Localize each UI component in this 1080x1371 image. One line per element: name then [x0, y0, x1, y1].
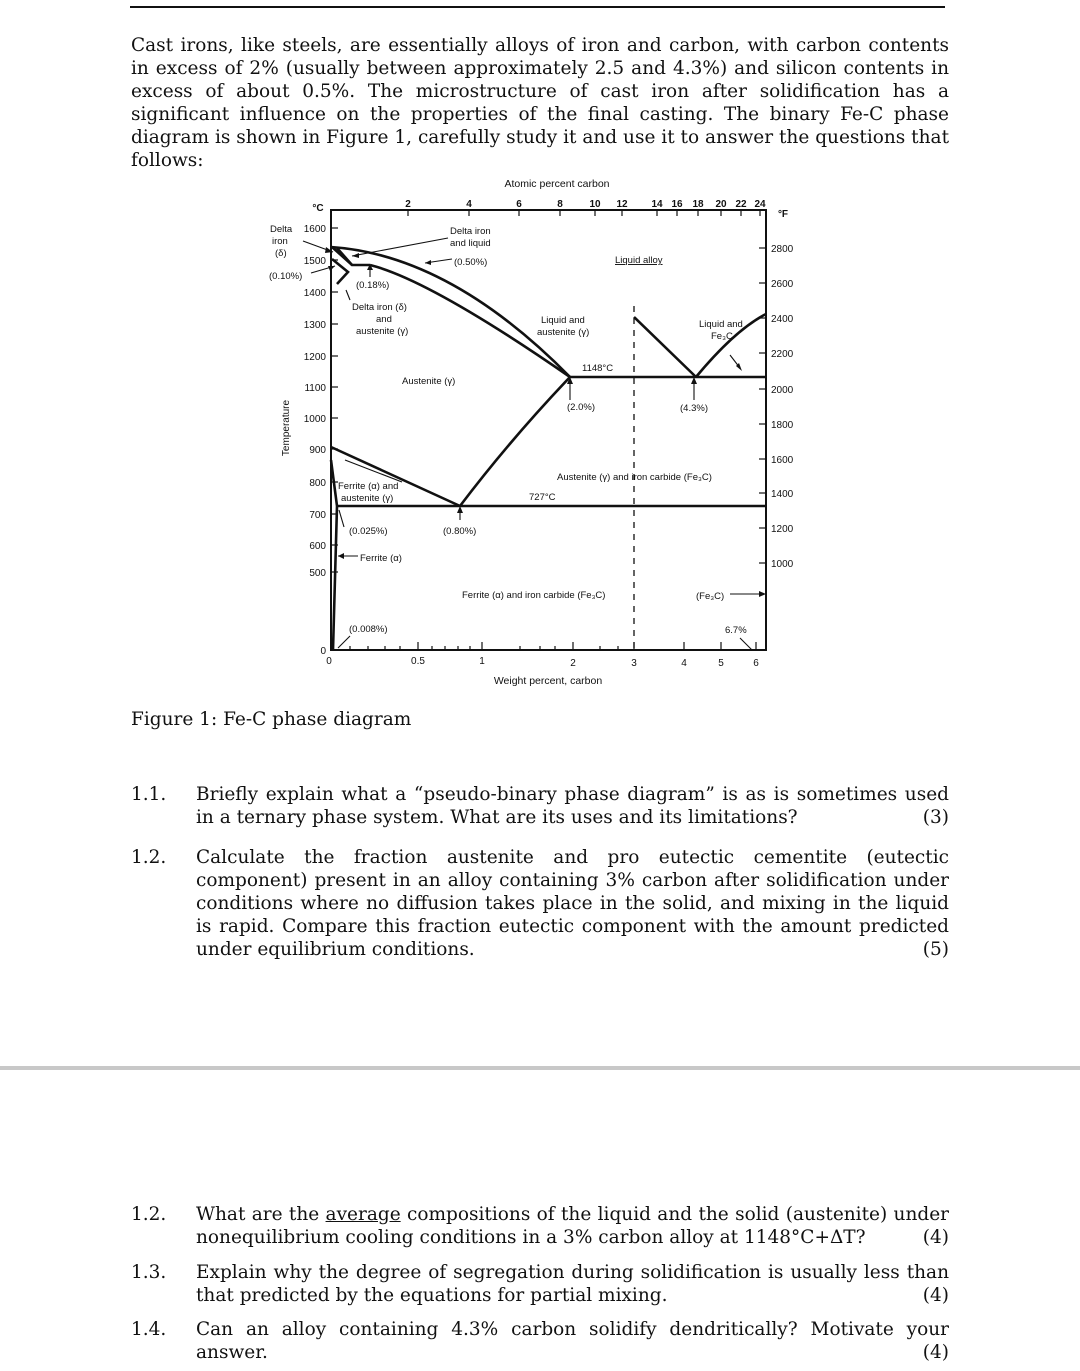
bottom-tick: 6 — [753, 658, 759, 669]
figure-caption: Figure 1: Fe-C phase diagram — [131, 709, 412, 730]
question-1-3 — [131, 1261, 949, 1307]
x-axis-title: Weight percent, carbon — [493, 675, 603, 687]
label: (Fe₃C) — [696, 591, 725, 602]
delta-liquid-boundary — [337, 248, 352, 265]
label: (0.80%) — [443, 526, 477, 537]
top-tick: 18 — [692, 199, 704, 210]
delta-boundary — [332, 259, 348, 284]
top-tick: 10 — [589, 199, 601, 210]
right-tick: 1200 — [771, 524, 794, 535]
label: Austenite (γ) and iron carbide (Fe₃C) — [557, 472, 712, 483]
right-tick: 1400 — [771, 489, 794, 500]
right-tick: 1000 — [771, 559, 794, 570]
label: and — [376, 314, 392, 325]
label: Delta iron (δ) — [352, 302, 407, 313]
right-tick: 1800 — [771, 420, 794, 431]
y-axis-title: Temperature — [281, 399, 292, 457]
label: (0.008%) — [349, 624, 388, 635]
top-tick: 22 — [735, 199, 747, 210]
question-marks: (4) — [922, 1227, 949, 1248]
label: Liquid alloy — [615, 255, 663, 266]
liquidus-fe3c-left — [634, 317, 696, 377]
left-tick: 1000 — [303, 414, 326, 425]
label: (0.18%) — [356, 280, 390, 291]
label: Liquid and — [699, 319, 743, 330]
top-tick: 8 — [557, 199, 563, 210]
question-number: 1.1. — [131, 784, 167, 805]
label: (0.50%) — [454, 257, 488, 268]
arrowheads — [325, 247, 766, 597]
page-separator — [0, 1066, 1080, 1070]
right-tick: 2200 — [771, 349, 794, 360]
question-1-4 — [131, 1318, 949, 1364]
top-tick-labels — [405, 199, 766, 210]
question-text-pre: What are the — [196, 1204, 326, 1225]
question-text: Explain why the degree of segregation during solidification is usually less than that predicted by the equations for partial mixing. — [196, 1262, 949, 1306]
question-marks: (5) — [922, 939, 949, 960]
top-tick: 4 — [466, 199, 472, 210]
bottom-tick: 4 — [681, 658, 687, 669]
left-tick: 1200 — [303, 352, 326, 363]
left-tick: 700 — [309, 510, 326, 521]
question-number: 1.3. — [131, 1262, 167, 1283]
left-tick: 900 — [309, 445, 326, 456]
bottom-tick: 1 — [479, 656, 485, 667]
acm-line — [460, 377, 570, 506]
question-number: 1.2. — [131, 1204, 167, 1225]
top-tick: 24 — [754, 199, 766, 210]
question-text: Calculate the fraction austenite and pro eutectic cementite (eutectic component) present in an alloy containing 3% carbon after solidification under conditions where no diffusion takes place in the solid, and mixing in the liquid is rapid. Compare this fraction eutectic component with the amount predicted under equilibrium conditions. — [196, 847, 949, 960]
right-tick: 2400 — [771, 314, 794, 325]
top-tick: 20 — [715, 199, 727, 210]
right-tick: 1600 — [771, 455, 794, 466]
label: Ferrite (α) and — [338, 481, 399, 492]
left-tick: 500 — [309, 568, 326, 579]
bottom-tick-labels — [326, 656, 759, 669]
label: Ferrite (α) and iron carbide (Fe₃C) — [462, 590, 606, 601]
question-1-2 — [131, 846, 949, 961]
top-tick: 14 — [651, 199, 663, 210]
label: Liquid and — [541, 315, 585, 326]
question-1-1 — [131, 783, 949, 829]
left-tick: 0 — [320, 646, 326, 657]
right-tick: 2000 — [771, 385, 794, 396]
top-tick: 6 — [516, 199, 522, 210]
right-tick: 2800 — [771, 244, 794, 255]
label: 727°C — [529, 492, 556, 503]
top-tick: 2 — [405, 199, 411, 210]
solidus — [370, 265, 570, 377]
intro-paragraph: Cast irons, like steels, are essentially alloys of iron and carbon, with carbon contents in excess of 2% (usually between approximately 2.5 and 4.3%) and silicon contents in excess of about 0.5%. The microstructure of cast iron after solidification has a significant influence on the properties of the final casting. The binary Fe-C phase diagram is shown in Figure 1, carefully study it and use it to answer the questions that follows: — [131, 35, 949, 171]
label: austenite (γ) — [537, 327, 590, 338]
left-tick: 800 — [309, 478, 326, 489]
top-tick: 12 — [616, 199, 628, 210]
question-text: Briefly explain what a “pseudo-binary phase diagram” is as is sometimes used in a ternary phase system. What are its uses and its limitations? — [196, 784, 949, 828]
question-text-post: compositions of the liquid and the solid (austenite) under nonequilibrium cooling conditions in a 3% carbon alloy at 1148°C+ΔT? — [196, 1204, 950, 1248]
question-1-2b — [131, 1203, 949, 1249]
label: Ferrite (α) — [360, 553, 402, 564]
label: iron — [272, 236, 288, 247]
label: austenite (γ) — [341, 493, 394, 504]
left-tick-labels — [304, 224, 327, 657]
bottom-tick: 3 — [631, 658, 637, 669]
right-tick-labels — [771, 244, 794, 570]
label: (0.10%) — [269, 271, 303, 282]
left-tick: 1300 — [303, 320, 326, 331]
top-tick: 16 — [671, 199, 683, 210]
diagram-frame — [331, 210, 766, 650]
label: austenite (γ) — [356, 326, 409, 337]
label: (2.0%) — [567, 402, 595, 413]
left-tick: 1500 — [303, 256, 326, 267]
label: (δ) — [275, 248, 287, 259]
label: 1148°C — [582, 363, 614, 374]
label: Delta iron — [450, 226, 491, 237]
leader-lines — [303, 238, 763, 650]
label: (0.025%) — [349, 526, 388, 537]
right-tick: 2600 — [771, 279, 794, 290]
bottom-tick: 2 — [570, 658, 576, 669]
label: Austenite (γ) — [402, 376, 456, 387]
question-marks: (4) — [922, 1342, 949, 1363]
question-marks: (4) — [922, 1285, 949, 1306]
region-labels — [269, 224, 747, 636]
bottom-tick: 0.5 — [411, 656, 425, 667]
fahrenheit-unit: °F — [777, 209, 789, 220]
label: Delta — [270, 224, 293, 235]
left-tick: 1400 — [303, 288, 326, 299]
bottom-tick: 0 — [326, 656, 332, 667]
left-tick: 1100 — [304, 383, 326, 394]
bottom-axis-ticks — [331, 642, 756, 650]
label: and liquid — [450, 238, 491, 249]
label: Fe₃C — [711, 331, 733, 342]
right-axis-ticks — [759, 248, 766, 563]
left-tick: 1600 — [303, 224, 326, 235]
question-number: 1.4. — [131, 1319, 167, 1340]
underlined-word: average — [325, 1204, 401, 1225]
label: (4.3%) — [680, 403, 708, 414]
label: 6.7% — [725, 625, 747, 636]
question-number: 1.2. — [131, 847, 167, 868]
question-marks: (3) — [922, 807, 949, 828]
top-axis-title: Atomic percent carbon — [504, 178, 610, 190]
left-tick: 600 — [309, 541, 326, 552]
bottom-tick: 5 — [718, 658, 724, 669]
celsius-unit: °C — [312, 203, 324, 214]
question-text: Can an alloy containing 4.3% carbon solidify dendritically? Motivate your answer. — [196, 1319, 949, 1363]
